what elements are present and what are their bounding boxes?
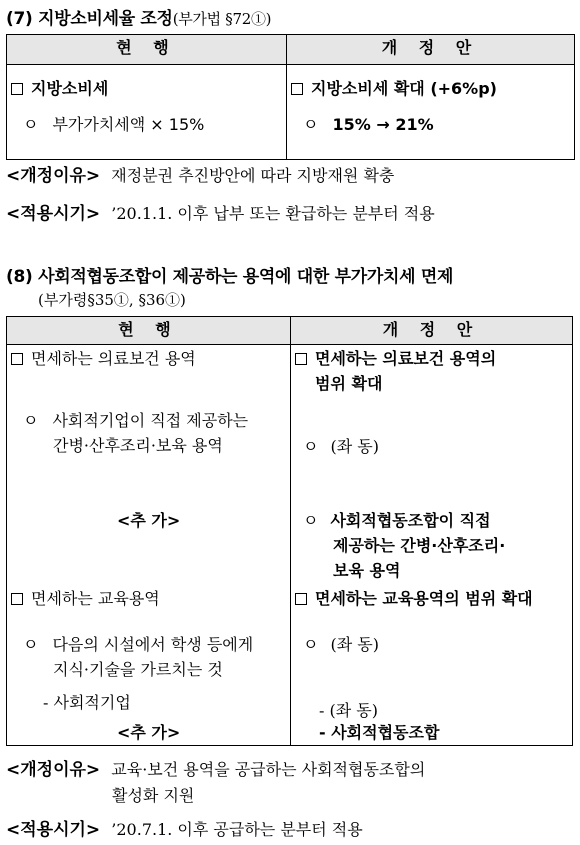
s8-current-heading-2: 면세하는 교육용역 (11, 587, 160, 611)
col-revised-header: 개 정 안 (287, 35, 575, 65)
square-checkbox-icon (11, 593, 23, 605)
square-checkbox-icon (295, 353, 307, 365)
s7-reason: <개정이유> 재정분권 추진방안에 따라 지방재원 확충 (6, 166, 395, 186)
section-8-title: (8) 사회적협동조합이 제공하는 용역에 대한 부가가치세 면제 (6, 267, 454, 287)
s7-revised-item: ㅇ 15% → 21% (303, 115, 434, 134)
section-8-ref: (부가령§35①, §36①) (38, 291, 186, 309)
s8-revised-same-2: ㅇ (좌 동) (303, 635, 379, 654)
s8-current-add-2: <추 가> (117, 723, 181, 742)
square-checkbox-icon (291, 83, 303, 95)
circle-bullet-icon: ㅇ (23, 411, 39, 430)
col-current-header: 현 행 (7, 35, 287, 65)
square-checkbox-icon (11, 83, 23, 95)
s7-current-item: ㅇ 부가가치세액 × 15% (23, 115, 205, 134)
s8-current-item-1-cont: 간병·산후조리·보육 용역 (53, 436, 223, 455)
s8-apply: <적용시기> ’20.7.1. 이후 공급하는 분부터 적용 (6, 820, 363, 840)
circle-bullet-icon: ㅇ (23, 635, 39, 654)
s8-revised-same-3: - (좌 동) (319, 701, 378, 720)
circle-bullet-icon: ㅇ (23, 115, 39, 134)
section-7-title: (7) 지방소비세율 조정(부가법 §72①) (6, 9, 272, 29)
s8-reason: <개정이유> 교육·보건 용역을 공급하는 사회적협동조합의 (6, 760, 426, 780)
s7-apply: <적용시기> ’20.1.1. 이후 납부 또는 환급하는 분부터 적용 (6, 204, 435, 224)
section-8-table (6, 316, 573, 746)
s8-revised-heading-2: 면세하는 교육용역의 범위 확대 (295, 587, 533, 611)
square-checkbox-icon (295, 593, 307, 605)
col-current-header: 현 행 (7, 317, 291, 345)
circle-bullet-icon: ㅇ (303, 115, 319, 134)
square-checkbox-icon (11, 353, 23, 365)
s7-revised-heading: 지방소비세 확대 (+6%p) (291, 77, 497, 101)
s8-revised-same-1: ㅇ (좌 동) (303, 437, 379, 456)
col-revised-header: 개 정 안 (291, 317, 573, 345)
s8-revised-new-1-cont: 제공하는 간병·산후조리· (333, 536, 506, 555)
s8-current-item-2: ㅇ 다음의 시설에서 학생 등에게 (23, 635, 254, 654)
circle-bullet-icon: ㅇ (303, 635, 319, 654)
s8-current-dash-1: - 사회적기업 (43, 693, 131, 712)
s8-current-heading-1: 면세하는 의료보건 용역 (11, 347, 196, 371)
section-7-table (6, 34, 575, 160)
circle-bullet-icon: ㅇ (303, 511, 319, 530)
s8-revised-new-1: ㅇ 사회적협동조합이 직접 (303, 511, 491, 530)
s8-current-item-2-cont: 지식·기술을 가르치는 것 (53, 660, 223, 679)
s8-revised-heading-1: 면세하는 의료보건 용역의 (295, 347, 496, 371)
section-7-ref: (부가법 §72①) (172, 10, 272, 28)
s8-revised-dash-2: - 사회적협동조합 (319, 723, 440, 742)
s8-revised-heading-1-cont: 범위 확대 (315, 374, 383, 393)
s8-current-add-1: <추 가> (117, 511, 181, 530)
s7-current-heading: 지방소비세 (11, 77, 108, 101)
s8-current-item-1: ㅇ 사회적기업이 직접 제공하는 (23, 411, 249, 430)
circle-bullet-icon: ㅇ (303, 437, 319, 456)
s8-reason-cont: 활성화 지원 (112, 786, 195, 805)
s8-revised-new-1-cont2: 보육 용역 (333, 561, 401, 580)
